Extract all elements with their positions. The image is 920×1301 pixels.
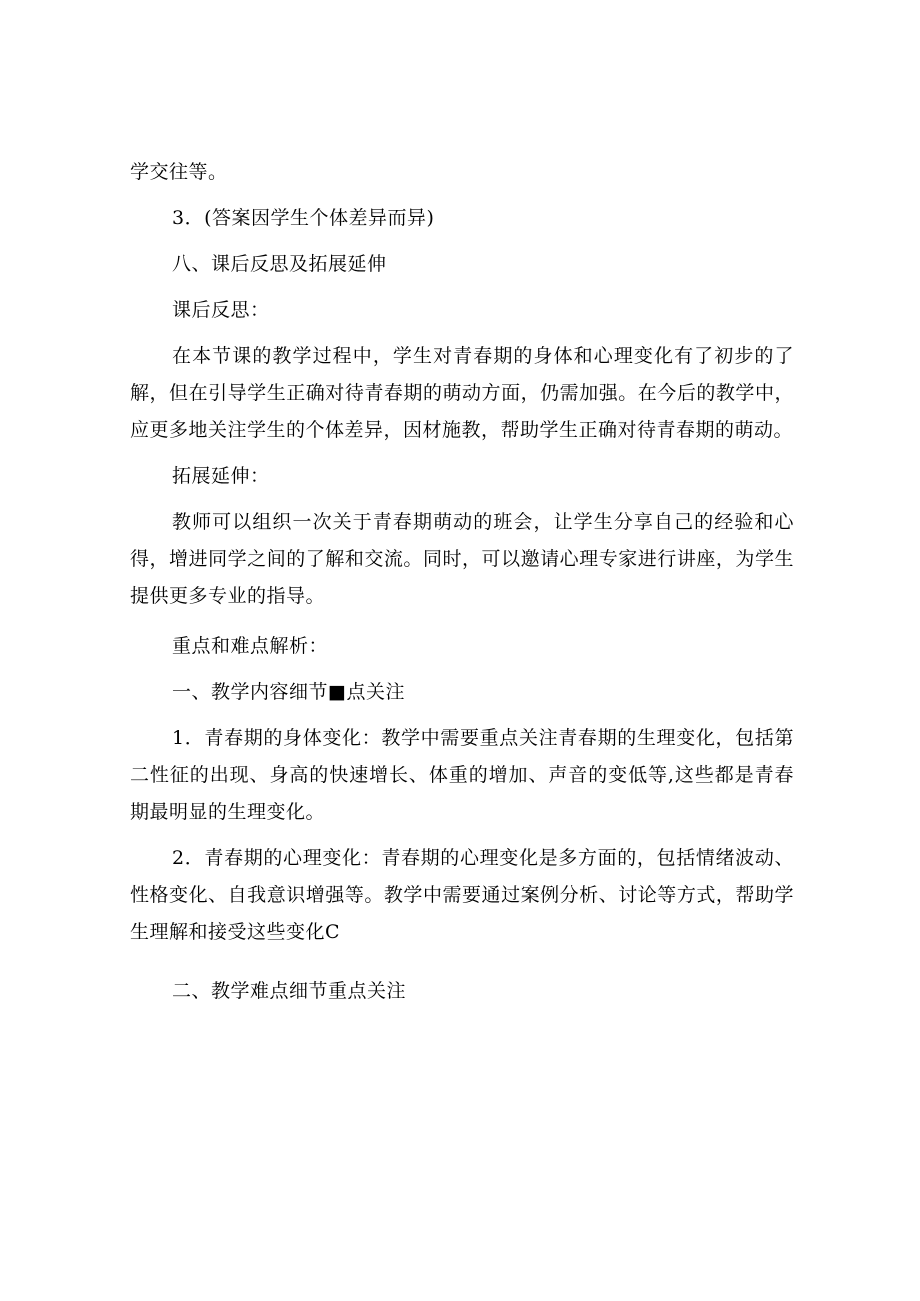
paragraph-extension: 教师可以组织一次关于青春期萌动的班会，让学生分享自己的经验和心得，增进同学之间的了解和交流。同时，可以邀请心理专家进行讲座，为学生提供更多专业的指导。 bbox=[130, 511, 794, 607]
subheading-reflection: 课后反思： bbox=[172, 299, 270, 321]
document-body bbox=[130, 154, 794, 1010]
heading-content-details: 一、教学内容细节■点关注 bbox=[172, 681, 405, 703]
section-heading-8: 八、课后反思及拓展延伸 bbox=[172, 253, 387, 275]
heading-key-points: 重点和难点解析： bbox=[172, 635, 329, 657]
subheading-extension: 拓展延伸： bbox=[172, 465, 270, 487]
answer-item-3: 3．(答案因学生个体差异而异) bbox=[172, 207, 435, 229]
heading-difficulty-details: 二、教学难点细节重点关注 bbox=[172, 980, 407, 1002]
list-item-psychological-changes: 2．青春期的心理变化：青春期的心理变化是多方面的，包括情绪波动、性格变化、自我意识增强等。教学中需要通过案例分析、讨论等方式，帮助学生理解和接受这些变化C bbox=[130, 847, 794, 943]
list-item-physical-changes: 1．青春期的身体变化：教学中需要重点关注青春期的生理变化，包括第二性征的出现、身高的快速增长、体重的增加、声音的变低等,这些都是青春期最明显的生理变化。 bbox=[130, 727, 794, 823]
paragraph-reflection: 在本节课的教学过程中，学生对青春期的身体和心理变化有了初步的了解，但在引导学生正确对待青春期的萌动方面，仍需加强。在今后的教学中，应更多地关注学生的个体差异，因材施教，帮助学生正确对待青春期的萌动。 bbox=[130, 345, 794, 441]
paragraph-continuation: 学交往等。 bbox=[130, 161, 228, 183]
